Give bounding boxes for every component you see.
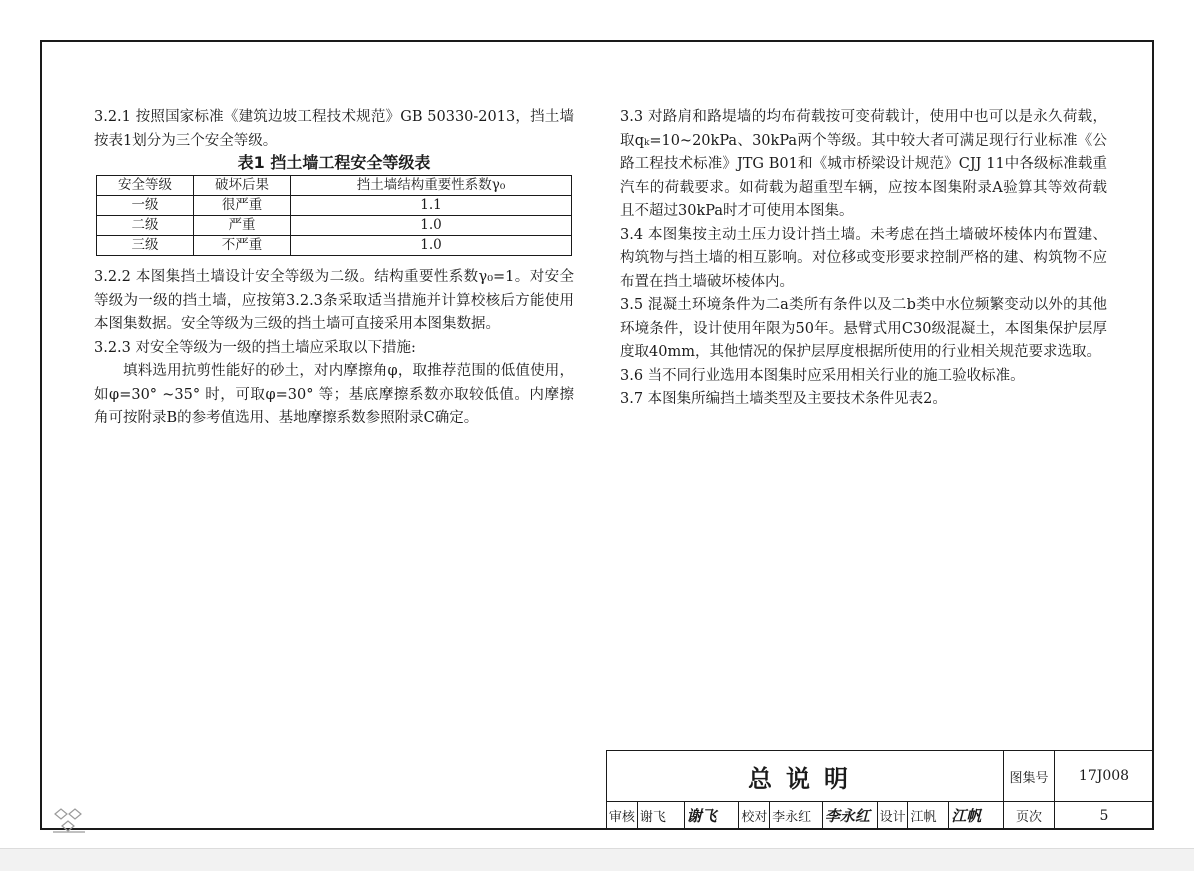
- right-column: [620, 106, 1107, 412]
- clause-3-2-3: 3.2.3 对安全等级为一级的挡土墙应采取以下措施:: [94, 339, 416, 356]
- safety-grade-table: [96, 175, 572, 256]
- publisher-logo-icon: [52, 806, 86, 836]
- signature-row: [607, 802, 1004, 829]
- table-cell: 1.0: [291, 216, 572, 236]
- table-header-row: [97, 176, 572, 196]
- title-block: [606, 750, 1154, 830]
- clause-3-7: 3.7 本图集所编挡土墙类型及主要技术条件见表2。: [620, 391, 947, 407]
- header-importance-factor: 挡土墙结构重要性系数γ₀: [291, 176, 572, 196]
- review-name: 谢飞: [637, 802, 684, 829]
- table-cell: 很严重: [194, 196, 291, 216]
- clause-3-2-2: 3.2.2 本图集挡土墙设计安全等级为二级。结构重要性系数γ₀=1。对安全等级为一级的挡土墙，应按第3.2.3条采取适当措施并计算校核后方能使用本图集数据。安全等级为三级的挡土墙可直接采用本图集数据。: [94, 269, 574, 332]
- header-safety-grade: 安全等级: [97, 176, 194, 196]
- clause-3-4: 3.4 本图集按主动土压力设计挡土墙。未考虑在挡土墙破坏棱体内布置建、构筑物与挡土墙的相互影响。对位移或变形要求控制严格的建、构筑物不应布置在挡土墙破坏棱体内。: [620, 226, 1107, 290]
- table-row: [97, 216, 572, 236]
- left-column: [94, 106, 574, 431]
- table-cell: 一级: [97, 196, 194, 216]
- page-label: 页次: [1004, 802, 1055, 829]
- table-row: [97, 236, 572, 256]
- review-label: 审核: [608, 810, 635, 825]
- header-failure-consequence: 破坏后果: [194, 176, 291, 196]
- clause-3-5: 3.5 混凝土环境条件为二a类所有条件以及二b类中水位频繁变动以外的其他环境条件，设计使用年限为50年。悬臂式用C30级混凝土，本图集保护层厚度取40mm，其他情况的保护层厚度根据所使用的行业相关规范要求选取。: [620, 297, 1107, 360]
- sheet-title: 总说明: [607, 751, 1004, 802]
- clause-3-3: 3.3 对路肩和路堤墙的均布荷载按可变荷载计，使用中也可以是永久荷载，取qₖ=10~20kPa、30kPa两个等级。其中较大者可满足现行行业标准《公路工程技术标准》JTG B01和《城市桥梁设计规范》CJJ 11中各级标准载重汽车的荷载要求。如荷载为超重型车辆，应按本图集附录A验算其等效荷载且不超过30kPa时才可使用本图集。: [620, 109, 1107, 219]
- table-cell: 不严重: [194, 236, 291, 256]
- atlas-label: 图集号: [1004, 751, 1055, 802]
- check-label: 校对: [738, 802, 769, 829]
- table-cell: 1.0: [291, 236, 572, 256]
- check-name: 李永红: [769, 802, 822, 829]
- table-cell: 严重: [194, 216, 291, 236]
- design-label: 设计: [877, 802, 908, 829]
- clause-3-6: 3.6 当不同行业选用本图集时应采用相关行业的施工验收标准。: [620, 367, 1025, 384]
- page-number: 5: [1099, 807, 1109, 824]
- table-cell: 三级: [97, 236, 194, 256]
- page-bottom-edge: [0, 848, 1194, 871]
- clause-3-2-1: 3.2.1 按照国家标准《建筑边坡工程技术规范》GB 50330-2013，挡土墙按表1划分为三个安全等级。: [94, 109, 574, 149]
- atlas-number: 17J008: [1055, 751, 1153, 802]
- check-signature: 李永红: [822, 802, 877, 829]
- table-cell: 二级: [97, 216, 194, 236]
- clause-3-2-3-measures: 填料选用抗剪性能好的砂土，对内摩擦角φ，取推荐范围的低值使用，如φ=30° ~35° 时，可取φ=30° 等；基底摩擦系数亦取较低值。内摩擦角可按附录B的参考值选用、基地摩擦系数参照附录C确定。: [94, 363, 574, 426]
- table-cell: 1.1: [291, 196, 572, 216]
- table-row: [97, 196, 572, 216]
- table-1-title: 表1 挡土墙工程安全等级表: [237, 153, 431, 172]
- design-signature: 江帆: [948, 802, 1003, 829]
- review-signature: 谢飞: [684, 802, 739, 829]
- design-name: 江帆: [907, 802, 948, 829]
